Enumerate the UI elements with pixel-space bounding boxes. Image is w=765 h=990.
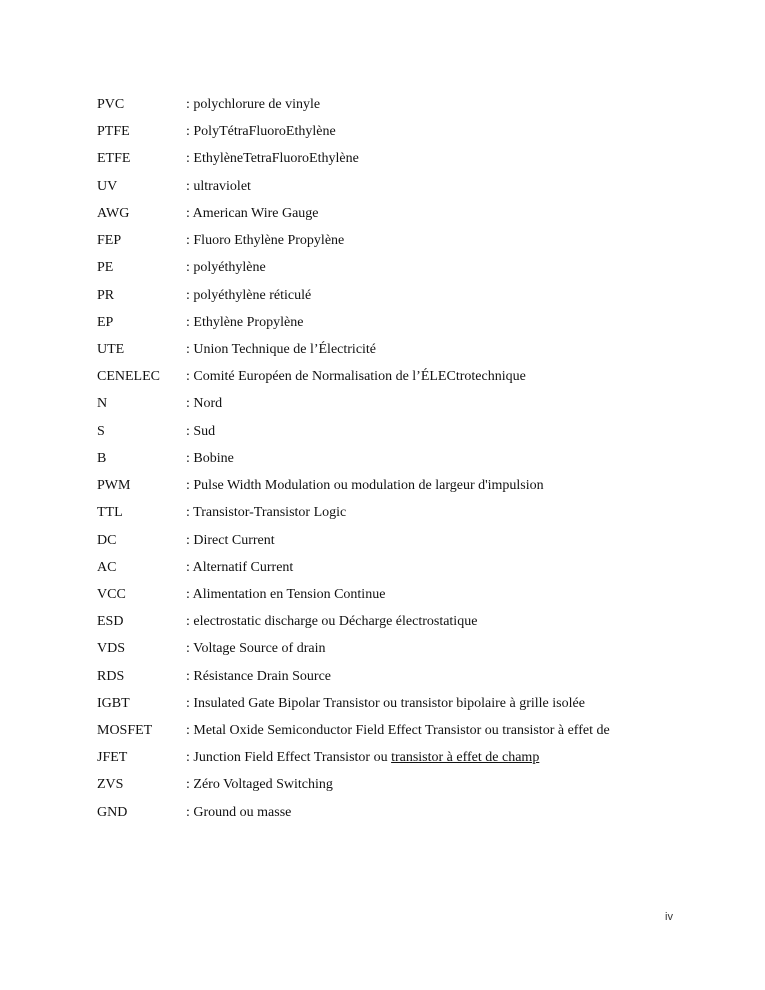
definition (186, 477, 544, 495)
definition (186, 395, 222, 413)
definition-text: : Metal Oxide Semiconductor Field Effect Transistor ou transistor à effet de (186, 723, 610, 739)
definition-text: : Direct Current (186, 532, 275, 548)
definition (186, 695, 585, 713)
definition (186, 341, 376, 359)
definition (186, 532, 275, 550)
abbreviation: FEP (97, 233, 122, 249)
definition (186, 504, 346, 522)
definition (186, 668, 331, 686)
definition-text: : Alternatif Current (186, 559, 294, 575)
abbreviation: B (97, 450, 107, 466)
definition (186, 259, 266, 277)
abbreviation: AWG (97, 205, 130, 221)
definition-text: : Sud (186, 423, 216, 439)
abbreviation: AC (97, 559, 117, 575)
abbreviation: GND (97, 804, 128, 820)
abbreviation: PE (97, 260, 114, 276)
definition-text: : American Wire Gauge (186, 205, 319, 221)
definition-text: : Ground ou masse (186, 804, 292, 820)
definition-text: : Résistance Drain Source (186, 668, 332, 684)
abbreviation: ZVS (97, 777, 124, 793)
abbreviation: UTE (97, 341, 125, 357)
definition (186, 287, 311, 305)
definition-text: : Junction Field Effect Transistor ou (186, 750, 392, 766)
definition-text: : Fluoro Ethylène Propylène (186, 233, 345, 249)
definition (186, 749, 539, 767)
definition-text: : Alimentation en Tension Continue (186, 586, 386, 602)
definition (186, 314, 303, 332)
definition-text: : polyéthylène réticulé (186, 287, 312, 303)
abbreviation: EP (97, 314, 114, 330)
definition (186, 613, 477, 631)
definition-text: : polychlorure de vinyle (186, 97, 321, 112)
abbreviation: TTL (97, 505, 123, 521)
definition (186, 150, 359, 168)
definition (186, 368, 526, 386)
definition-text: : Voltage Source of drain (186, 641, 326, 657)
definition (186, 123, 336, 141)
definition (186, 586, 385, 604)
page-number: iv (665, 911, 673, 923)
definition-text: : Comité Européen de Normalisation de l’ÉLECtrotechnique (186, 369, 526, 385)
definition-text: : Ethylène Propylène (186, 314, 304, 330)
abbreviation: VDS (97, 641, 126, 657)
abbreviation: N (97, 396, 108, 412)
abbreviation: MOSFET (97, 723, 153, 739)
definition-text: : Pulse Width Modulation ou modulation de largeur d'impulsion (186, 478, 544, 494)
abbreviation: S (97, 423, 105, 439)
abbreviation: VCC (97, 586, 126, 602)
abbreviation: ESD (97, 614, 124, 630)
definition-text: : Transistor-Transistor Logic (186, 505, 347, 521)
definition-text: : Nord (186, 396, 223, 412)
definition (186, 722, 610, 740)
definition (186, 804, 291, 822)
abbreviation: CENELEC (97, 369, 160, 385)
definition (186, 776, 333, 794)
definition-text: : ultraviolet (186, 178, 251, 194)
abbreviation: PVC (97, 97, 125, 112)
definition (186, 423, 215, 441)
definition-link[interactable]: transistor à effet de champ (391, 750, 540, 766)
abbreviation: PTFE (97, 124, 130, 140)
definition (186, 178, 251, 196)
abbreviation: RDS (97, 668, 125, 684)
abbreviation: IGBT (97, 695, 130, 711)
definition-text: : EthylèneTetraFluoroEthylène (186, 151, 359, 167)
abbreviation: JFET (97, 750, 128, 766)
definition-text: : electrostatic discharge ou Décharge électrostatique (186, 614, 478, 630)
definition-text: : Insulated Gate Bipolar Transistor ou transistor bipolaire à grille isolée (186, 695, 585, 711)
abbreviation: DC (97, 532, 117, 548)
definition-text: : Bobine (186, 450, 234, 466)
definition (186, 450, 234, 468)
definition (186, 232, 344, 250)
abbreviation: UV (97, 178, 118, 194)
definition-text: : Union Technique de l’Électricité (186, 341, 377, 357)
definition (186, 559, 293, 577)
definition-text: : Zéro Voltaged Switching (186, 777, 333, 793)
abbreviation: PR (97, 287, 115, 303)
definition (186, 96, 320, 114)
abbreviation: ETFE (97, 151, 131, 167)
abbreviation: PWM (97, 478, 131, 494)
definition-text: : polyéthylène (186, 260, 266, 276)
definition (186, 640, 325, 658)
definition (186, 205, 319, 223)
definition-text: : PolyTétraFluoroEthylène (186, 124, 336, 140)
